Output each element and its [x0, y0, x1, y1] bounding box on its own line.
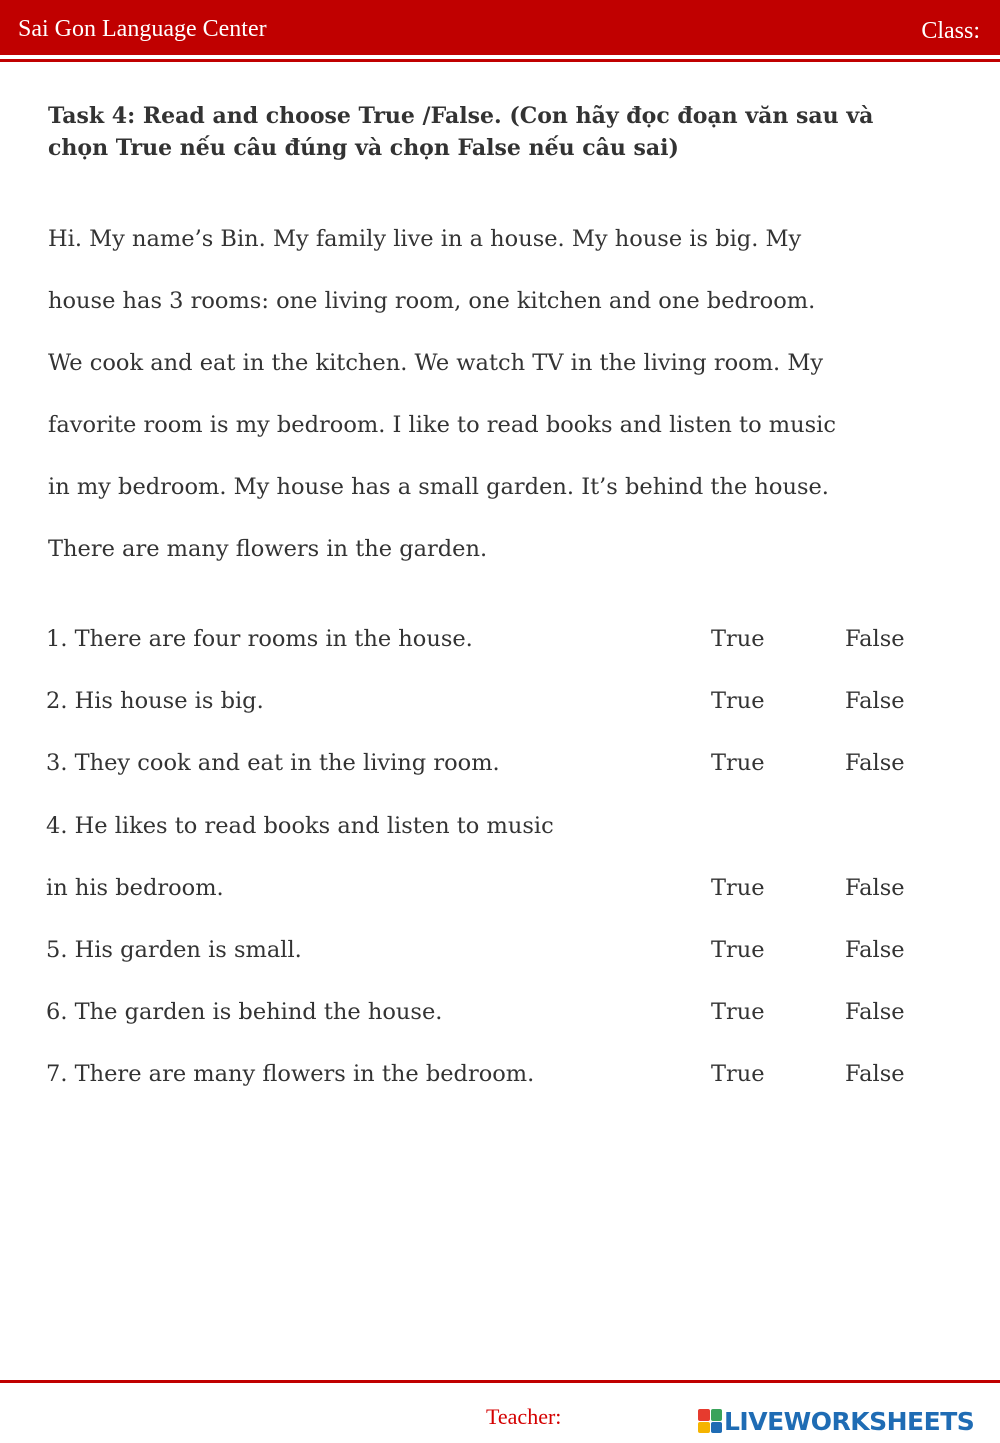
question-row-5	[46, 919, 946, 981]
false-option[interactable]: False	[845, 750, 905, 777]
false-option[interactable]: False	[845, 874, 905, 901]
page-header	[0, 0, 1000, 55]
question-text: 1. There are four rooms in the house.	[46, 626, 473, 652]
true-option[interactable]: True	[711, 688, 765, 715]
passage-line: There are many flowers in the garden.	[48, 536, 488, 562]
question-row-4b	[46, 857, 946, 919]
true-option[interactable]: True	[711, 626, 765, 652]
question-row-2	[46, 670, 946, 732]
question-text: 2. His house is big.	[46, 688, 264, 715]
passage-line: We cook and eat in the kitchen. We watch TV in the living room. My	[48, 350, 824, 376]
false-option[interactable]: False	[845, 1061, 905, 1088]
passage-line: house has 3 rooms: one living room, one kitchen and one bedroom.	[48, 288, 816, 314]
teacher-label: Teacher:	[486, 1404, 562, 1429]
lw-cube-icon	[698, 1409, 722, 1433]
question-text: 7. There are many flowers in the bedroom.	[46, 1061, 535, 1088]
question-text: 6. The garden is behind the house.	[46, 999, 443, 1026]
center-name: Sai Gon Language Center	[18, 16, 267, 42]
question-text: in his bedroom.	[46, 874, 224, 901]
true-option[interactable]: True	[711, 936, 765, 963]
false-option[interactable]: False	[845, 688, 905, 715]
passage-line: Hi. My name’s Bin. My family live in a house. My house is big. My	[48, 226, 802, 252]
question-row-3	[46, 732, 946, 794]
liveworksheets-logo	[698, 1406, 974, 1436]
question-row-7	[46, 1043, 946, 1105]
question-text: 4. He likes to read books and listen to music	[46, 812, 554, 839]
task-instructions: Task 4: Read and choose True /False. (Con hãy đọc đoạn văn sau và chọn True nếu câu đúng và chọn False nếu câu sai)	[48, 103, 874, 161]
passage-line: in my bedroom. My house has a small garden. It’s behind the house.	[48, 474, 829, 500]
false-option[interactable]: False	[845, 626, 905, 652]
question-row-1	[46, 608, 946, 670]
passage-line: favorite room is my bedroom. I like to read books and listen to music	[48, 412, 836, 438]
true-option[interactable]: True	[711, 1061, 765, 1088]
reading-passage	[48, 208, 948, 580]
question-row-6	[46, 981, 946, 1043]
question-row-4a	[46, 795, 946, 857]
false-option[interactable]: False	[845, 999, 905, 1026]
false-option[interactable]: False	[845, 936, 905, 963]
question-text: 5. His garden is small.	[46, 936, 302, 963]
true-option[interactable]: True	[711, 874, 765, 901]
question-text: 3. They cook and eat in the living room.	[46, 750, 500, 777]
header-divider	[0, 59, 1000, 62]
class-label: Class:	[921, 18, 980, 44]
true-option[interactable]: True	[711, 750, 765, 777]
question-list	[46, 608, 946, 1106]
true-option[interactable]: True	[711, 999, 765, 1026]
brand-text: LIVEWORKSHEETS	[724, 1406, 975, 1436]
footer-divider	[0, 1380, 1000, 1383]
